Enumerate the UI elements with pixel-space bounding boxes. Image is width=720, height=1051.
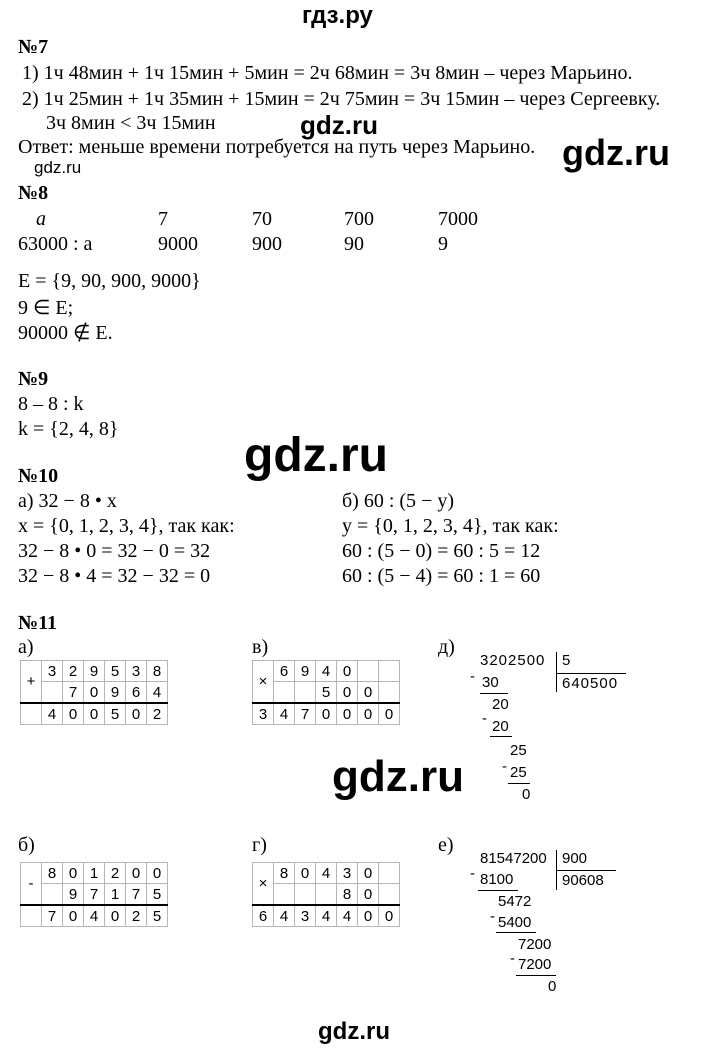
digit: 0 xyxy=(63,703,84,725)
task8-notin: 90000 ∉ E. xyxy=(18,322,113,344)
digit: 6 xyxy=(253,905,274,927)
digit: 4 xyxy=(337,905,358,927)
remainder: 0 xyxy=(548,978,557,995)
digit: 4 xyxy=(316,661,337,682)
digit: 4 xyxy=(147,682,168,704)
step-value: 20 xyxy=(492,696,509,713)
task11-v-label: в) xyxy=(252,636,269,658)
task10-a-set: x = {0, 1, 2, 3, 4}, так как: xyxy=(18,515,235,537)
task7-line1: 1) 1ч 48мин + 1ч 15мин + 5мин = 2ч 68мин = 3ч 8мин – через Марьино. xyxy=(22,62,633,84)
task8-cell: 900 xyxy=(252,233,282,255)
task8-cell: 7 xyxy=(158,208,168,230)
digit: 0 xyxy=(63,905,84,927)
step-value: 5472 xyxy=(498,893,532,910)
task8-expr-label: 63000 : a xyxy=(18,233,93,255)
digit: 3 xyxy=(295,905,316,927)
multiplication-grid xyxy=(252,660,400,725)
minus-sign: - xyxy=(510,950,515,967)
digit: 0 xyxy=(358,905,379,927)
step-line xyxy=(478,890,518,891)
task8-in: 9 ∈ E; xyxy=(18,297,74,319)
digit: 0 xyxy=(379,905,400,927)
digit: 0 xyxy=(379,703,400,725)
step-value: 25 xyxy=(510,742,527,759)
multiplication-grid xyxy=(252,862,400,927)
digit: 9 xyxy=(84,661,105,682)
digit: 0 xyxy=(126,863,147,884)
subtrahend: 30 xyxy=(482,674,499,691)
sign: × xyxy=(253,661,274,704)
task11-e-label: е) xyxy=(438,834,454,856)
digit: 7 xyxy=(42,905,63,927)
watermark: gdz.ru xyxy=(562,132,670,173)
quotient: 640500 xyxy=(562,675,619,692)
quotient: 90608 xyxy=(562,872,604,889)
digit: 3 xyxy=(42,661,63,682)
digit xyxy=(42,682,63,704)
subtrahend: 25 xyxy=(510,764,527,781)
task10-b-check2: 60 : (5 − 4) = 60 : 1 = 60 xyxy=(342,565,541,587)
task7-compare: 3ч 8мин < 3ч 15мин xyxy=(46,112,216,134)
digit: 1 xyxy=(105,884,126,906)
digit: 0 xyxy=(337,682,358,704)
watermark: gdz.ru xyxy=(300,110,378,140)
step-value: 7200 xyxy=(518,936,552,953)
subtrahend: 8100 xyxy=(480,871,514,888)
digit: 0 xyxy=(105,905,126,927)
digit: 0 xyxy=(316,703,337,725)
task9-title: №9 xyxy=(18,368,49,390)
sign: - xyxy=(21,863,42,906)
task9-expr: 8 – 8 : k xyxy=(18,393,84,415)
task8-cell: 9 xyxy=(438,233,448,255)
addition-grid xyxy=(20,660,168,725)
subtraction-grid xyxy=(20,862,168,927)
task11-g-label: г) xyxy=(252,834,267,856)
sign: × xyxy=(253,863,274,906)
task7-answer: Ответ: меньше времени потребуется на путь через Марьино. xyxy=(18,136,536,158)
divisor: 900 xyxy=(562,850,588,867)
task11-a-label: а) xyxy=(18,636,34,658)
task11-d-label: д) xyxy=(438,636,455,658)
digit: 0 xyxy=(126,703,147,725)
digit: 0 xyxy=(337,703,358,725)
task8-cell: 9000 xyxy=(158,233,198,255)
digit: 0 xyxy=(358,682,379,704)
digit: 5 xyxy=(105,703,126,725)
task10-a-check2: 32 − 8 • 4 = 32 − 32 = 0 xyxy=(18,565,211,587)
task8-cell: 700 xyxy=(344,208,374,230)
task8-a-label: a xyxy=(36,208,46,230)
minus-sign: - xyxy=(470,865,475,882)
digit: 7 xyxy=(63,682,84,704)
division-line xyxy=(556,673,626,674)
dividend: 3202500 xyxy=(480,652,546,669)
digit: 8 xyxy=(147,661,168,682)
task8-cell: 7000 xyxy=(438,208,478,230)
division-line xyxy=(556,870,616,871)
digit: 9 xyxy=(105,682,126,704)
digit: 8 xyxy=(337,884,358,906)
task8-cell: 70 xyxy=(252,208,272,230)
digit: 3 xyxy=(337,863,358,884)
step-line xyxy=(480,693,508,694)
site-header: гдз.ру xyxy=(302,2,373,29)
task11-title: №11 xyxy=(18,612,57,634)
divisor: 5 xyxy=(562,652,571,669)
dividend: 81547200 xyxy=(480,850,547,867)
digit: 4 xyxy=(84,905,105,927)
digit: 0 xyxy=(358,884,379,906)
digit: 7 xyxy=(84,884,105,906)
digit: 5 xyxy=(316,682,337,704)
digit: 7 xyxy=(126,884,147,906)
digit: 4 xyxy=(274,703,295,725)
step-line xyxy=(490,736,512,737)
digit: 9 xyxy=(295,661,316,682)
digit: 0 xyxy=(337,661,358,682)
watermark: gdz.ru xyxy=(244,429,388,482)
digit: 0 xyxy=(84,703,105,725)
digit: 3 xyxy=(253,703,274,725)
task10-title: №10 xyxy=(18,465,59,487)
digit: 2 xyxy=(147,703,168,725)
task10-b-set: y = {0, 1, 2, 3, 4}, так как: xyxy=(342,515,559,537)
digit: 2 xyxy=(126,905,147,927)
digit: 4 xyxy=(316,905,337,927)
task7-line2: 2) 1ч 25мин + 1ч 35мин + 15мин = 2ч 75мин = 3ч 15мин – через Сергеевку. xyxy=(22,88,661,110)
task10-a-check1: 32 − 8 • 0 = 32 − 0 = 32 xyxy=(18,540,211,562)
digit: 5 xyxy=(147,884,168,906)
task10-b-expr: б) 60 : (5 − y) xyxy=(342,490,454,512)
subtrahend: 7200 xyxy=(518,956,552,973)
digit: 0 xyxy=(358,863,379,884)
digit: 8 xyxy=(274,863,295,884)
minus-sign: - xyxy=(502,758,507,775)
watermark: gdz.ru xyxy=(34,158,82,177)
task8-title: №8 xyxy=(18,182,49,204)
task11-b-label: б) xyxy=(18,834,35,856)
digit: 1 xyxy=(84,863,105,884)
digit: 5 xyxy=(105,661,126,682)
subtrahend: 20 xyxy=(492,718,509,735)
digit: 0 xyxy=(84,682,105,704)
task10-b-check1: 60 : (5 − 0) = 60 : 5 = 12 xyxy=(342,540,541,562)
digit: 2 xyxy=(105,863,126,884)
step-line xyxy=(496,932,536,933)
digit: 0 xyxy=(147,863,168,884)
digit: 4 xyxy=(316,863,337,884)
step-line xyxy=(516,975,556,976)
digit: 5 xyxy=(147,905,168,927)
minus-sign: - xyxy=(482,710,487,727)
digit: 2 xyxy=(63,661,84,682)
digit: 0 xyxy=(63,863,84,884)
step-line xyxy=(508,783,530,784)
task9-set: k = {2, 4, 8} xyxy=(18,418,119,440)
digit: 9 xyxy=(63,884,84,906)
minus-sign: - xyxy=(470,668,475,685)
digit: 4 xyxy=(274,905,295,927)
minus-sign: - xyxy=(490,908,495,925)
remainder: 0 xyxy=(522,786,531,803)
watermark: gdz.ru xyxy=(332,752,464,801)
sign: + xyxy=(21,661,42,704)
task10-a-expr: а) 32 − 8 • x xyxy=(18,490,117,512)
watermark: gdz.ru xyxy=(318,1018,390,1045)
digit: 7 xyxy=(295,703,316,725)
digit: 8 xyxy=(42,863,63,884)
digit: 6 xyxy=(126,682,147,704)
subtrahend: 5400 xyxy=(498,914,532,931)
digit: 3 xyxy=(126,661,147,682)
digit: 0 xyxy=(295,863,316,884)
division-bar xyxy=(556,652,557,692)
digit: 4 xyxy=(42,703,63,725)
task8-set: E = {9, 90, 900, 9000} xyxy=(18,270,201,292)
task7-title: №7 xyxy=(18,36,49,58)
task8-cell: 90 xyxy=(344,233,364,255)
digit xyxy=(42,884,63,906)
digit: 0 xyxy=(358,703,379,725)
digit: 6 xyxy=(274,661,295,682)
